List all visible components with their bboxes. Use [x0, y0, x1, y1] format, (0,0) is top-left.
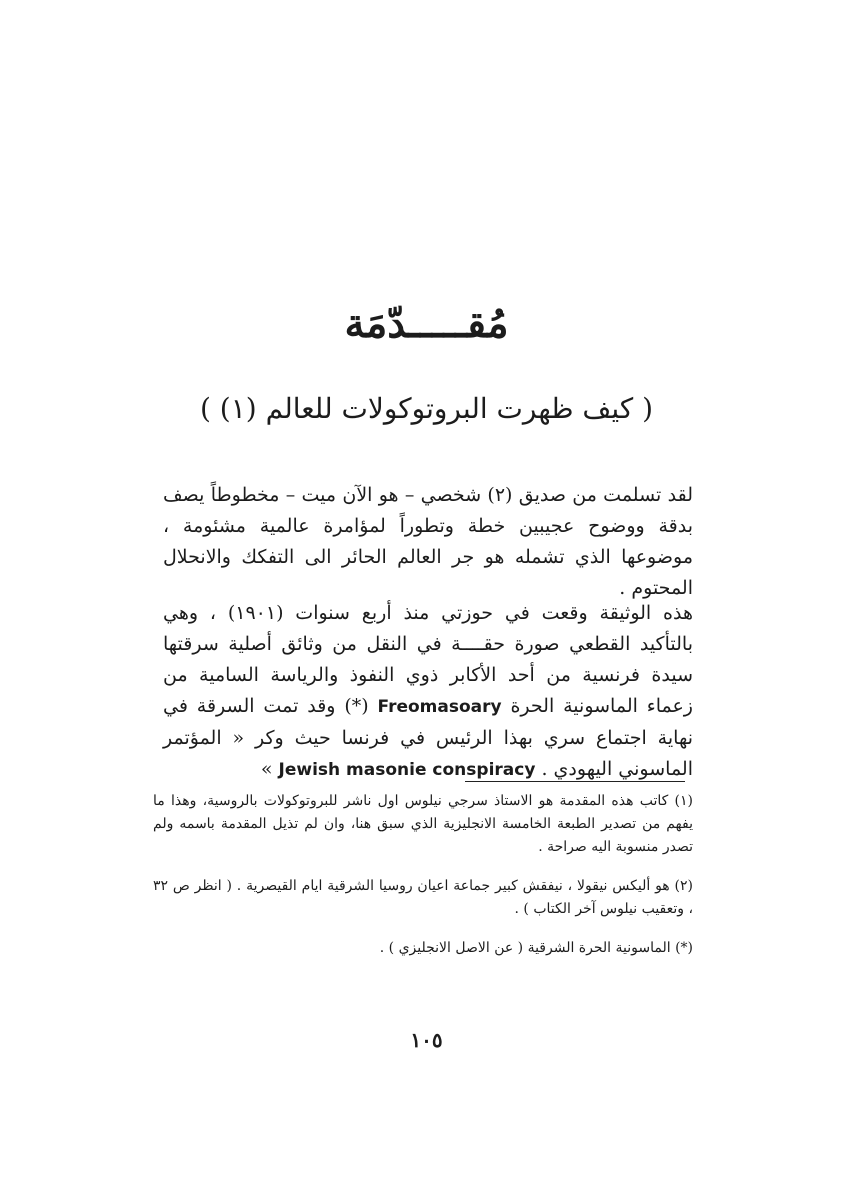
footnote-2: (٢) هو أليكس نيقولا ، نيفقش كبير جماعة اعيان روسيا الشرقية ايام القيصرية . ( انظر ص ٣٢ ، وتعقيب نيلوس آخر الكتاب ) . [153, 878, 693, 917]
paragraph-2-latin-conspiracy: Jewish masonie conspiracy [278, 760, 536, 780]
footnote-1: (١) كاتب هذه المقدمة هو الاستاذ سرجي نيلوس اول ناشر للبروتوكولات بالروسية، وهذا ما يفهم من تصدير الطبعة الخامسة الانجليزية الذي سبق هنا، وان لم تذيل المقدمة باسمه ولم تصدر منسوبة اليه صراحة . [153, 793, 693, 855]
footnote-separator [465, 781, 685, 782]
paragraph-2 [163, 598, 693, 786]
paragraph-2-latin-freemasonry: Freomasoary [377, 697, 502, 717]
footnote-star: (*) الماسونية الحرة الشرقية ( عن الاصل الانجليزي ) . [379, 940, 693, 956]
paragraph-2-part-c: » [260, 758, 273, 780]
footnotes [153, 790, 693, 976]
page-subtitle: ( كيف ظهرت البروتوكولات للعالم (١) ) [199, 392, 654, 425]
page-title: مُقـــــدّمَة [344, 300, 509, 347]
paragraph-1: لقد تسلمت من صديق (٢) شخصي – هو الآن ميت – مخطوطاً يصف بدقة ووضوح عجيبين خطة وتطوراً لمؤامرة عالمية مشئومة ، موضوعها الذي تشمله هو جر العالم الحائر الى التفكك والانحلال المحتوم . [163, 484, 693, 599]
paragraph-2-part-a: هذه الوثيقة وقعت في حوزتي منذ أربع سنوات (١٩٠١) ، وهي بالتأكيد القطعي صورة حقــــة في النقل من وثائق أصلية سرقتها سيدة فرنسية من أحد الأكابر ذوي النفوذ والرياسة السامية من زعماء الماسونية الحرة [163, 602, 693, 717]
paragraph-2-part-b: (*) وقد تمت السرقة في نهاية اجتماع سري بهذا الرئيس في فرنسا حيث وكر « المؤتمر الماسوني اليهودي . [163, 695, 693, 780]
page-number: ١٠٥ [410, 1028, 443, 1052]
